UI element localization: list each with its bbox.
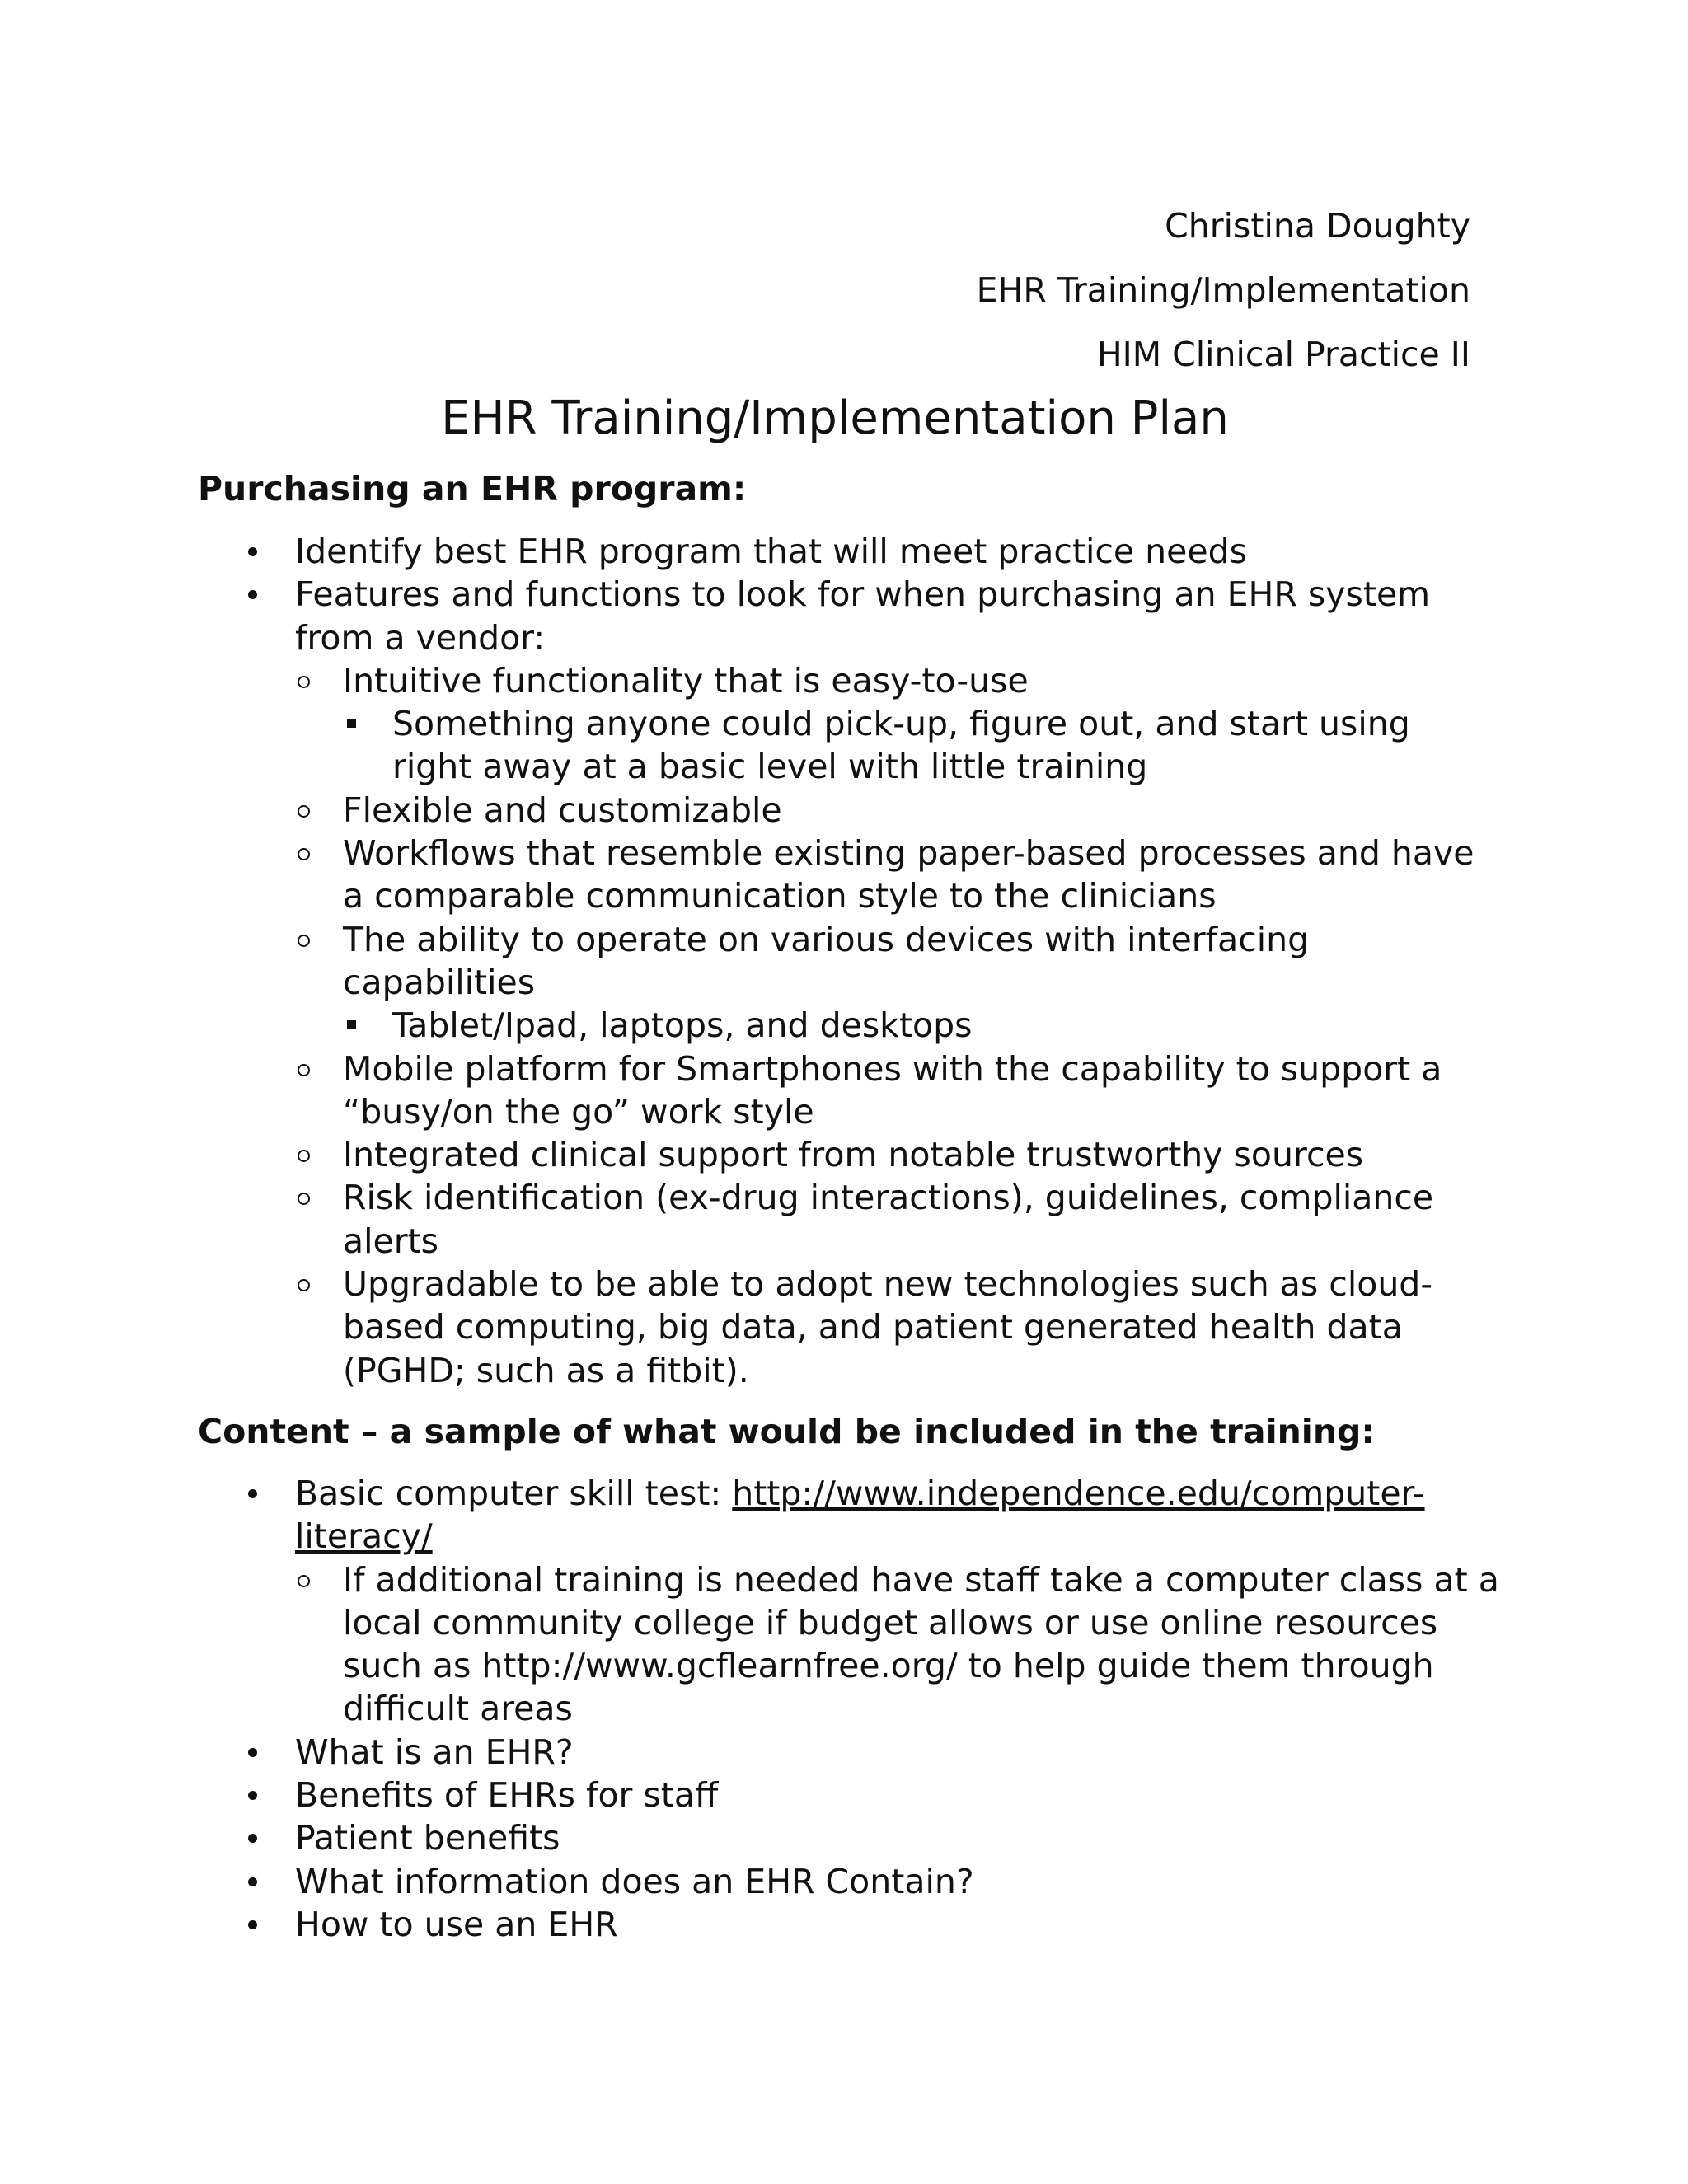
sub-list-item-text: “busy/on the go” work style bbox=[343, 1091, 814, 1132]
sub-list-item bbox=[0, 918, 1688, 961]
header-block bbox=[977, 194, 1470, 387]
sub-list-item-text: based computing, big data, and patient generated health data bbox=[343, 1307, 1403, 1347]
circle-bullet-icon bbox=[292, 832, 316, 874]
sub-list-item-text: Flexible and customizable bbox=[343, 790, 782, 830]
sub-list-item bbox=[0, 789, 1688, 832]
sub-sub-list-item-text: Tablet/Ipad, laptops, and desktops bbox=[392, 1005, 973, 1046]
circle-bullet-icon bbox=[292, 918, 316, 961]
sub-sub-list-item-continuation bbox=[0, 745, 1688, 788]
sub-list-item-text: difficult areas bbox=[343, 1689, 573, 1729]
sub-list-item-text: local community college if budget allows or use online resources bbox=[343, 1602, 1438, 1643]
author-name: Christina Doughty bbox=[1165, 206, 1470, 246]
list-item bbox=[0, 573, 1688, 616]
content-list bbox=[0, 1472, 1688, 1946]
computer-literacy-link-continuation[interactable]: literacy/ bbox=[295, 1516, 433, 1557]
sub-sub-list-item bbox=[0, 1004, 1688, 1047]
course-topic: EHR Training/Implementation bbox=[976, 270, 1470, 310]
circle-bullet-icon bbox=[292, 1133, 316, 1176]
sub-list-item-text: Workflows that resemble existing paper-based processes and have bbox=[343, 833, 1475, 874]
sub-list-item-continuation bbox=[0, 961, 1688, 1004]
bullet-icon bbox=[241, 1731, 265, 1774]
sub-list-item bbox=[0, 1558, 1688, 1601]
sub-list-item-text: (PGHD; such as a fitbit). bbox=[343, 1350, 749, 1390]
bullet-icon bbox=[241, 1816, 265, 1859]
section-heading-purchasing: Purchasing an EHR program: bbox=[198, 469, 747, 509]
sub-list-item bbox=[0, 1176, 1688, 1219]
list-item-text: What is an EHR? bbox=[295, 1732, 574, 1772]
bullet-icon bbox=[241, 1472, 265, 1515]
sub-list-item-continuation bbox=[0, 1601, 1688, 1644]
computer-literacy-link[interactable]: http://www.independence.edu/computer- bbox=[732, 1474, 1425, 1513]
square-bullet-icon bbox=[340, 702, 365, 745]
sub-list-item bbox=[0, 1263, 1688, 1305]
document-title: EHR Training/Implementation Plan bbox=[441, 391, 1229, 445]
sub-list-item-continuation bbox=[0, 1644, 1688, 1687]
sub-list-item-text: such as http://www.gcflearnfree.org/ to help guide them through bbox=[343, 1646, 1434, 1686]
sub-list-item-continuation bbox=[0, 1220, 1688, 1263]
circle-bullet-icon bbox=[292, 1263, 316, 1305]
sub-list-item-text: Risk identification (ex-drug interactions), guidelines, compliance bbox=[343, 1178, 1434, 1218]
sub-list-item-continuation bbox=[0, 1349, 1688, 1392]
list-item-text: Benefits of EHRs for staff bbox=[295, 1775, 719, 1816]
sub-list-item-text: Intuitive functionality that is easy-to-use bbox=[343, 660, 1029, 701]
sub-list-item-continuation bbox=[0, 1305, 1688, 1348]
list-item-text: Features and functions to look for when purchasing an EHR system bbox=[295, 574, 1431, 615]
circle-bullet-icon bbox=[292, 1047, 316, 1090]
purchasing-list bbox=[0, 530, 1688, 1392]
list-item-text: How to use an EHR bbox=[295, 1904, 618, 1944]
circle-bullet-icon bbox=[292, 659, 316, 702]
class-name: HIM Clinical Practice II bbox=[1096, 335, 1470, 374]
list-item bbox=[0, 1472, 1688, 1515]
sub-list-item-continuation bbox=[0, 874, 1688, 917]
sub-list-item-text: capabilities bbox=[343, 962, 536, 1002]
list-item-continuation bbox=[0, 1515, 1688, 1558]
sub-list-item-text: Mobile platform for Smartphones with the capability to support a bbox=[343, 1048, 1442, 1089]
section-heading-content: Content – a sample of what would be included in the training: bbox=[198, 1412, 1375, 1451]
list-item-text: What information does an EHR Contain? bbox=[295, 1861, 974, 1901]
sub-list-item bbox=[0, 1047, 1688, 1090]
list-item-continuation bbox=[0, 616, 1688, 659]
list-item-label: Basic computer skill test: bbox=[295, 1474, 733, 1513]
sub-list-item-text: Upgradable to be able to adopt new technologies such as cloud- bbox=[343, 1264, 1433, 1305]
circle-bullet-icon bbox=[292, 1176, 316, 1219]
bullet-icon bbox=[241, 1774, 265, 1816]
list-item-text bbox=[295, 1472, 1425, 1515]
list-item-text: Identify best EHR program that will meet practice needs bbox=[295, 532, 1247, 571]
list-item bbox=[0, 1860, 1688, 1903]
sub-sub-list-item-text: Something anyone could pick-up, figure out, and start using bbox=[392, 704, 1410, 744]
sub-list-item-text: The ability to operate on various devices with interfacing bbox=[343, 919, 1310, 959]
bullet-icon bbox=[241, 1860, 265, 1903]
sub-list-item-continuation bbox=[0, 1687, 1688, 1730]
circle-bullet-icon bbox=[292, 1558, 316, 1601]
sub-list-item-text: Integrated clinical support from notable trustworthy sources bbox=[343, 1135, 1364, 1175]
sub-list-item-text: alerts bbox=[343, 1221, 439, 1261]
square-bullet-icon bbox=[340, 1004, 365, 1047]
sub-sub-list-item-text: right away at a basic level with little training bbox=[392, 747, 1148, 787]
bullet-icon bbox=[241, 530, 265, 573]
list-item-text: from a vendor: bbox=[295, 617, 546, 658]
list-item bbox=[0, 1774, 1688, 1816]
sub-list-item-continuation bbox=[0, 1090, 1688, 1133]
sub-list-item-text: If additional training is needed have staff take a computer class at a bbox=[343, 1559, 1499, 1600]
sub-list-item bbox=[0, 832, 1688, 874]
list-item bbox=[0, 1816, 1688, 1859]
sub-list-item bbox=[0, 1133, 1688, 1176]
bullet-icon bbox=[241, 1903, 265, 1946]
circle-bullet-icon bbox=[292, 789, 316, 832]
bullet-icon bbox=[241, 573, 265, 616]
sub-list-item bbox=[0, 659, 1688, 702]
list-item bbox=[0, 1731, 1688, 1774]
sub-sub-list-item bbox=[0, 702, 1688, 745]
sub-list-item-text: a comparable communication style to the clinicians bbox=[343, 876, 1217, 916]
list-item-text: Patient benefits bbox=[295, 1818, 560, 1858]
list-item bbox=[0, 1903, 1688, 1946]
list-item bbox=[0, 530, 1688, 573]
